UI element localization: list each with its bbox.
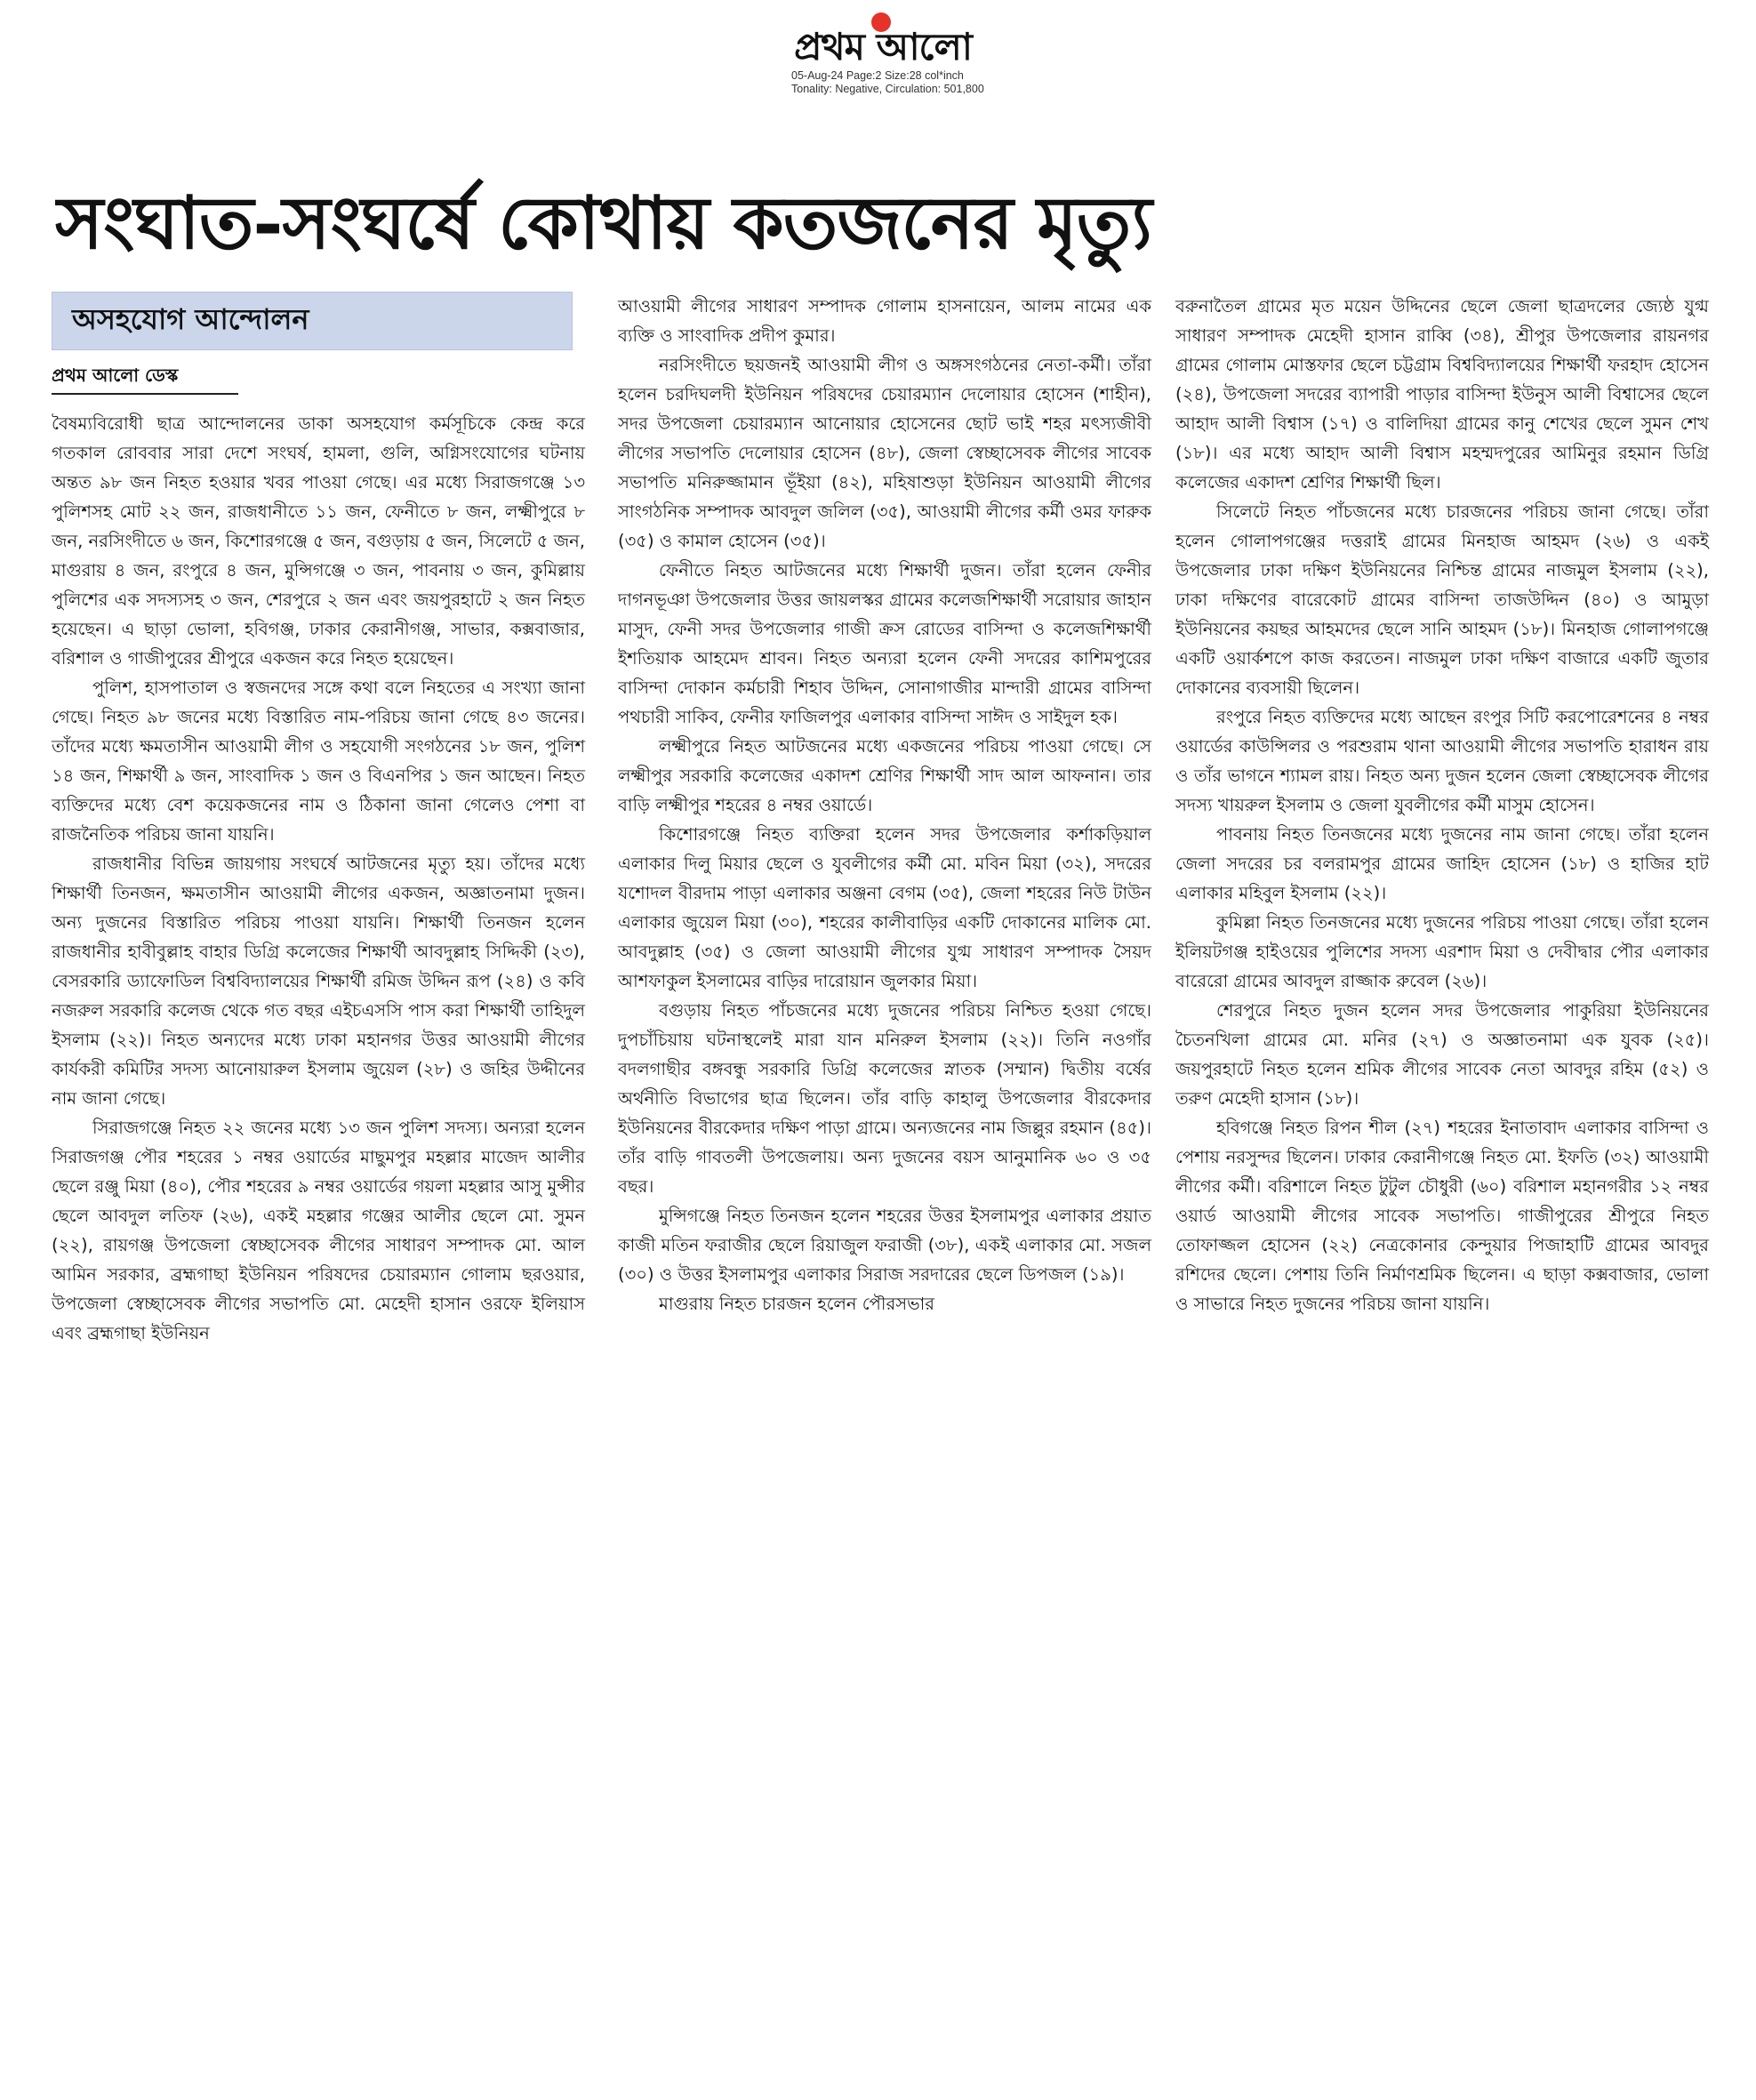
paragraph: রংপুরে নিহত ব্যক্তিদের মধ্যে আছেন রংপুর সিটি করপোরেশনের ৪ নম্বর ওয়ার্ডের কাউন্সিলর ও পরশুরাম থানা আওয়ামী লীগের সভাপতি হারাধন রায় ও তাঁর ভাগনে শ্যামল রায়। নিহত অন্য দুজন হলেন জেলা স্বেচ্ছাসেবক লীগের সদস্য খায়রুল ইসলাম ও জেলা যুবলীগের কর্মী মাসুম হোসেন। [1175, 707, 1709, 815]
paragraph: হবিগঞ্জে নিহত রিপন শীল (২৭) শহরের ইনাতাবাদ এলাকার বাসিন্দা ও পেশায় নরসুন্দর ছিলেন। ঢাকার কেরানীগঞ্জে নিহত মো. ইফতি (৩২) আওয়ামী লীগের কর্মী। বরিশালে নিহত টুটুল চৌধুরী (৬০) বরিশাল মহানগরীর ১২ নম্বর ওয়ার্ড আওয়ামী লীগের সাবেক সভাপতি। গাজীপুরের শ্রীপুরে নিহত তোফাজ্জল হোসেন (২২) নেত্রকোনার কেন্দুয়ার পিজাহাটি গ্রামের আবদুর রশিদের ছেলে। পেশায় তিনি নির্মাণশ্রমিক ছিলেন। এ ছাড়া কক্সবাজার, ভোলা ও সাভারে নিহত দুজনের পরিচয় জানা যায়নি। [1175, 1118, 1709, 1314]
paragraph: সিলেটে নিহত পাঁচজনের মধ্যে চারজনের পরিচয় জানা গেছে। তাঁরা হলেন গোলাপগঞ্জের দত্তরাই গ্রামের মিনহাজ আহমদ (২৬) ও একই উপজেলার ঢাকা দক্ষিণ ইউনিয়নের নিশ্চিন্ত গ্রামের নাজমুল ইসলাম (২২), ঢাকা দক্ষিণের বারেকোট গ্রামের বাসিন্দা তাজউদ্দিন (৪০) ও আমুড়া ইউনিয়নের কয়ছর আহমদের ছেলে সানি আহমদ (১৮)। মিনহাজ গোলাপগঞ্জে একটি ওয়ার্কশপে কাজ করতেন। নাজমুল ঢাকা দক্ষিণ বাজারে একটি জুতার দোকানের ব্যবসায়ী ছিলেন। [1175, 501, 1709, 698]
paragraph: বৈষম্যবিরোধী ছাত্র আন্দোলনের ডাকা অসহযোগ কর্মসূচিকে কেন্দ্র করে গতকাল রোববার সারা দেশে সংঘর্ষ, হামলা, গুলি, অগ্নিসংযোগের ঘটনায় অন্তত ৯৮ জন নিহত হওয়ার খবর পাওয়া গেছে। এর মধ্যে সিরাজগঞ্জে ১৩ পুলিশসহ মোট ২২ জন, রাজধানীতে ১১ জন, ফেনীতে ৮ জন, লক্ষ্মীপুরে ৮ জন, নরসিংদীতে ৬ জন, কিশোরগঞ্জে ৫ জন, বগুড়ায় ৫ জন, সিলেটে ৫ জন, মাগুরায় ৪ জন, রংপুরে ৪ জন, মুন্সিগঞ্জে ৩ জন, পাবনায় ৩ জন, কুমিল্লায় পুলিশের এক সদস্যসহ ৩ জন, শেরপুরে ২ জন এবং জয়পুরহাটে ২ জন নিহত হয়েছেন। এ ছাড়া ভোলা, হবিগঞ্জ, ঢাকার কেরানীগঞ্জ, সাভার, কক্সবাজার, বরিশাল ও গাজীপুরের শ্রীপুরে একজন করে নিহত হয়েছেন। [52, 413, 585, 669]
article-clipping [44, 149, 1716, 2070]
paragraph: আওয়ামী লীগের সাধারণ সম্পাদক গোলাম হাসনায়েন, আলম নামের এক ব্যক্তি ও সাংবাদিক প্রদীপ কুমার। [618, 296, 1151, 346]
logo-text: প্রথম আলো [794, 25, 972, 68]
masthead [0, 0, 1756, 107]
clipping-meta [791, 69, 1022, 96]
paragraph: কিশোরগঞ্জে নিহত ব্যক্তিরা হলেন সদর উপজেলার কর্শাকড়িয়াল এলাকার দিলু মিয়ার ছেলে ও যুবলীগের কর্মী মো. মবিন মিয়া (৩২), সদরের যশোদল বীরদাম পাড়া এলাকার অঞ্জনা বেগম (৩৫), জেলা শহরের নিউ টাউন এলাকার জুয়েল মিয়া (৩০), শহরের কালীবাড়ির একটি দোকানের মালিক মো. আবদুল্লাহ (৩৫) ও জেলা আওয়ামী লীগের যুগ্ম সাধারণ সম্পাদক সৈয়দ আশফাকুল ইসলামের বাড়ির দারোয়ান জুলকার মিয়া। [618, 824, 1151, 991]
paragraph: ফেনীতে নিহত আটজনের মধ্যে শিক্ষার্থী দুজন। তাঁরা হলেন ফেনীর দাগনভূঞা উপজেলার উত্তর জায়লস্কর গ্রামের কলেজশিক্ষার্থী সরোয়ার জাহান মাসুদ, ফেনী সদর উপজেলার গাজী ক্রস রোডের বাসিন্দা ও কলেজশিক্ষার্থী ইশতিয়াক আহমেদ শ্রাবন। নিহত অন্যরা হলেন ফেনী সদরের কাশিমপুরের বাসিন্দা দোকান কর্মচারী শিহাব উদ্দিন, সোনাগাজীর মান্দারী গ্রামের বাসিন্দা পথচারী সাকিব, ফেনীর ফাজিলপুর এলাকার বাসিন্দা সাঈদ ও সাইদুল হক। [618, 560, 1151, 727]
kicker-label: অসহযোগ আন্দোলন [72, 302, 309, 336]
paragraph: সিরাজগঞ্জে নিহত ২২ জনের মধ্যে ১৩ জন পুলিশ সদস্য। অন্যরা হলেন সিরাজগঞ্জ পৌর শহরের ১ নম্বর ওয়ার্ডের মাছুমপুর মহল্লার মাজেদ আলীর ছেলে রঞ্জু মিয়া (৪০), পৌর শহরের ৯ নম্বর ওয়ার্ডের গয়লা মহল্লার আসু মুন্সীর ছেলে আবদুল লতিফ (২৬), একই মহল্লার গঞ্জের আলীর ছেলে মো. সুমন (২২), রায়গঞ্জ উপজেলা স্বেচ্ছাসেবক লীগের সাধারণ সম্পাদক মো. আল আমিন সরকার, ব্রহ্মগাছা ইউনিয়ন পরিষদের চেয়ারম্যান গোলাম ছরওয়ার, উপজেলা স্বেচ্ছাসেবক লীগের সভাপতি মো. মেহেদী হাসান ওরফে ইলিয়াস এবং ব্রহ্মগাছা ইউনিয়ন [52, 1118, 585, 1343]
newspaper-logo [763, 12, 1003, 68]
meta-line-2: Tonality: Negative, Circulation: 501,800 [791, 83, 984, 95]
byline-rule [52, 393, 238, 395]
column-3 [1175, 292, 1709, 1319]
paragraph: পুলিশ, হাসপাতাল ও স্বজনদের সঙ্গে কথা বলে নিহতের এ সংখ্যা জানা গেছে। নিহত ৯৮ জনের মধ্যে বিস্তারিত নাম-পরিচয় জানা গেছে ৪৩ জনের। তাঁদের মধ্যে ক্ষমতাসীন আওয়ামী লীগ ও সহযোগী সংগঠনের ১৮ জন, পুলিশ ১৪ জন, শিক্ষার্থী ৯ জন, সাংবাদিক ১ জন ও বিএনপির ১ জন আছেন। নিহত ব্যক্তিদের মধ্যে বেশ কয়েকজনের নাম ও ঠিকানা জানা গেলেও পেশা বা রাজনৈতিক পরিচয় জানা যায়নি। [52, 677, 585, 845]
paragraph: পাবনায় নিহত তিনজনের মধ্যে দুজনের নাম জানা গেছে। তাঁরা হলেন জেলা সদরের চর বলরামপুর গ্রামের জাহিদ হোসেন (১৮) ও হাজির হাট এলাকার মহিবুল ইসলাম (২২)। [1175, 824, 1709, 903]
paragraph: মুন্সিগঞ্জে নিহত তিনজন হলেন শহরের উত্তর ইসলামপুর এলাকার প্রয়াত কাজী মতিন ফরাজীর ছেলে রিয়াজুল ফরাজী (৩৮), একই এলাকার মো. সজল (৩০) ও উত্তর ইসলামপুর এলাকার সিরাজ সরদারের ছেলে ডিপজল (১৯)। [618, 1206, 1151, 1285]
column-2 [618, 292, 1151, 1319]
byline: প্রথম আলো ডেস্ক [52, 365, 179, 386]
headline: সংঘাত-সংঘর্ষে কোথায় কতজনের মৃত্যু [55, 180, 1152, 266]
column-1 [52, 292, 585, 1348]
kicker-box [52, 292, 573, 350]
paragraph: কুমিল্লা নিহত তিনজনের মধ্যে দুজনের পরিচয় পাওয়া গেছে। তাঁরা হলেন ইলিয়টগঞ্জ হাইওয়ের পুলিশের সদস্য এরশাদ মিয়া ও দেবীদ্বার পৌর এলাকার বারেরো গ্রামের আবদুল রাজ্জাক রুবেল (২৬)। [1175, 912, 1709, 991]
paragraph: নরসিংদীতে ছয়জনই আওয়ামী লীগ ও অঙ্গসংগঠনের নেতা-কর্মী। তাঁরা হলেন চরদিঘলদী ইউনিয়ন পরিষদের চেয়ারম্যান দেলোয়ার হোসেন (শাহীন), সদর উপজেলা চেয়ারম্যান আনোয়ার হোসেনের ছোট ভাই শহর মৎস্যজীবী লীগের সভাপতি দেলোয়ার হোসেন (৪৮), জেলা স্বেচ্ছাসেবক লীগের সাবেক সভাপতি মনিরুজ্জামান ভূঁইয়া (৪২), মহিষাশুড়া ইউনিয়ন আওয়ামী লীগের সাংগঠনিক সম্পাদক আবদুল জলিল (৩৫), আওয়ামী লীগের কর্মী ওমর ফারুক (৩৫) ও কামাল হোসেন (৩৫)। [618, 355, 1151, 551]
paragraph: মাগুরায় নিহত চারজন হলেন পৌরসভার [659, 1294, 935, 1314]
paragraph: বগুড়ায় নিহত পাঁচজনের মধ্যে দুজনের পরিচয় নিশ্চিত হওয়া গেছে। দুপচাঁচিয়ায় ঘটনাস্থলেই মারা যান মনিরুল ইসলাম (২২)। তিনি নওগাঁর বদলগাছীর বঙ্গবন্ধু সরকারি ডিগ্রি কলেজের স্নাতক (সম্মান) দ্বিতীয় বর্ষের অর্থনীতি বিভাগের ছাত্র ছিলেন। তাঁর বাড়ি কাহালু উপজেলার বীরকেদার ইউনিয়নের বীরকেদার দক্ষিণ পাড়া গ্রামে। অন্যজনের নাম জিল্লুর রহমান (৪৫)। তাঁর বাড়ি গাবতলী উপজেলায়। অন্য দুজনের বয়স আনুমানিক ৬০ ও ৩৫ বছর। [618, 1000, 1151, 1197]
paragraph: শেরপুরে নিহত দুজন হলেন সদর উপজেলার পাকুরিয়া ইউনিয়নের চৈতনখিলা গ্রামের মো. মনির (২৭) ও অজ্ঞাতনামা এক যুবক (২৫)। জয়পুরহাটে নিহত হলেন শ্রমিক লীগের সাবেক নেতা আবদুর রহিম (৫২) ও তরুণ মেহেদী হাসান (১৮)। [1175, 1000, 1709, 1109]
meta-line-1: 05-Aug-24 Page:2 Size:28 col*inch [791, 69, 964, 82]
paragraph: রাজধানীর বিভিন্ন জায়গায় সংঘর্ষে আটজনের মৃত্যু হয়। তাঁদের মধ্যে শিক্ষার্থী তিনজন, ক্ষমতাসীন আওয়ামী লীগের একজন, অজ্ঞাতনামা দুজন। অন্য দুজনের বিস্তারিত পরিচয় পাওয়া যায়নি। শিক্ষার্থী তিনজন হলেন রাজধানীর হাবীবুল্লাহ বাহার ডিগ্রি কলেজের শিক্ষার্থী আবদুল্লাহ সিদ্দিকী (২৩), বেসরকারি ড্যাফোডিল বিশ্ববিদ্যালয়ের শিক্ষার্থী রমিজ উদ্দিন রূপ (২৪) ও কবি নজরুল সরকারি কলেজ থেকে গত বছর এইচএসসি পাস করা শিক্ষার্থী তাহিদুল ইসলাম (২২)। নিহত অন্যদের মধ্যে ঢাকা মহানগর উত্তর আওয়ামী লীগের কার্যকরী কমিটির সদস্য আনোয়ারুল ইসলাম জুয়েল (২৮) ও জহির উদ্দীনের নাম জানা গেছে। [52, 854, 585, 1109]
paragraph: বরুনাতৈল গ্রামের মৃত ময়েন উদ্দিনের ছেলে জেলা ছাত্রদলের জ্যেষ্ঠ যুগ্ম সাধারণ সম্পাদক মেহেদী হাসান রাব্বি (৩৪), শ্রীপুর উপজেলার রায়নগর গ্রামের গোলাম মোস্তফার ছেলে চট্টগ্রাম বিশ্ববিদ্যালয়ের শিক্ষার্থী ফরহাদ হোসেন (২৪), উপজেলা সদরের ব্যাপারী পাড়ার বাসিন্দা ইউনুস আলী বিশ্বাসের ছেলে আহাদ আলী বিশ্বাস (১৭) ও বালিদিয়া গ্রামের কানু শেখের ছেলে সুমন শেখ (১৮)। এর মধ্যে আহাদ আলী বিশ্বাস মহম্মদপুরের আমিনুর রহমান ডিগ্রি কলেজের একাদশ শ্রেণির শিক্ষার্থী ছিল। [1175, 296, 1709, 493]
paragraph: লক্ষ্মীপুরে নিহত আটজনের মধ্যে একজনের পরিচয় পাওয়া গেছে। সে লক্ষ্মীপুর সরকারি কলেজের একাদশ শ্রেণির শিক্ষার্থী সাদ আল আফনান। তার বাড়ি লক্ষ্মীপুর শহরের ৪ নম্বর ওয়ার্ডে। [618, 736, 1151, 815]
